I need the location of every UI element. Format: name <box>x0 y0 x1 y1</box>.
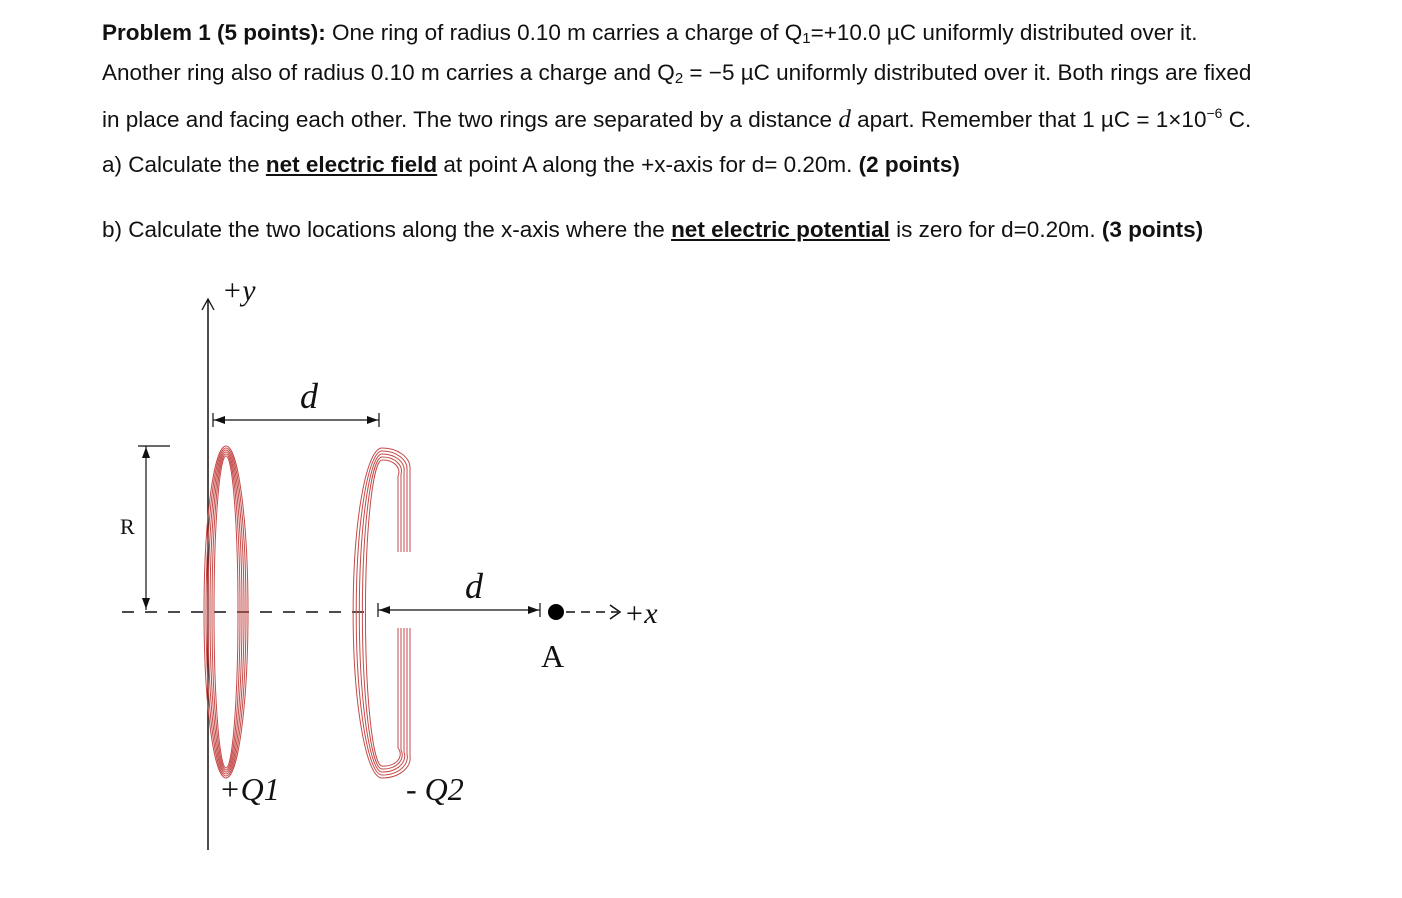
mid-d-label: d <box>465 566 483 606</box>
problem-heading: Problem 1 (5 points): <box>102 20 326 45</box>
radius-arrow-top <box>142 447 150 458</box>
point-a-dot <box>548 604 564 620</box>
top-d-arrow-right <box>367 416 378 424</box>
radius-label: R <box>120 514 135 539</box>
x-axis-label: +x <box>624 597 658 630</box>
top-d-arrow-left <box>214 416 225 424</box>
part-b-points: (3 points) <box>1101 217 1204 242</box>
part-a-question: a) Calculate the net electric field at point A along the +x-axis for d= 0.20m. (2 points) <box>102 152 960 177</box>
problem-line-2: Another ring also of radius 0.10 m carries a charge and $Q_2 = -5$ µC uniformly distributed over it. Both rings are fixed <box>102 60 1252 87</box>
part-b-emphasis: net electric potential <box>671 217 890 242</box>
part-b-question: b) Calculate the two locations along the x-axis where the net electric potential is zero for d=0.20m. (3 points) <box>102 217 1204 242</box>
mid-d-arrow-left <box>379 606 390 614</box>
problem-line-1: Problem 1 (5 points): One ring of radius 0.10 m carries a charge of $Q_1=+10.0$ µC uniformly distributed over it. <box>102 20 1198 47</box>
radius-arrow-bottom <box>142 598 150 609</box>
point-a-label: A <box>541 638 565 674</box>
part-a-emphasis: net electric field <box>265 152 438 177</box>
top-d-label: d <box>300 376 318 416</box>
mid-d-arrow-right <box>528 606 539 614</box>
part-a-points: (2 points) <box>858 152 960 177</box>
y-axis-label: +y <box>222 274 256 307</box>
ring-2 <box>353 448 410 778</box>
problem-line-3: in place and facing each other. The two rings are separated by a distance d apart. Remember that 1 $\mu C = 1\times 10^{-6}$ C. <box>102 105 1252 133</box>
ring-2-charge-label: - Q2 <box>406 771 464 807</box>
ring-1-charge-label: +Q1 <box>219 771 280 807</box>
